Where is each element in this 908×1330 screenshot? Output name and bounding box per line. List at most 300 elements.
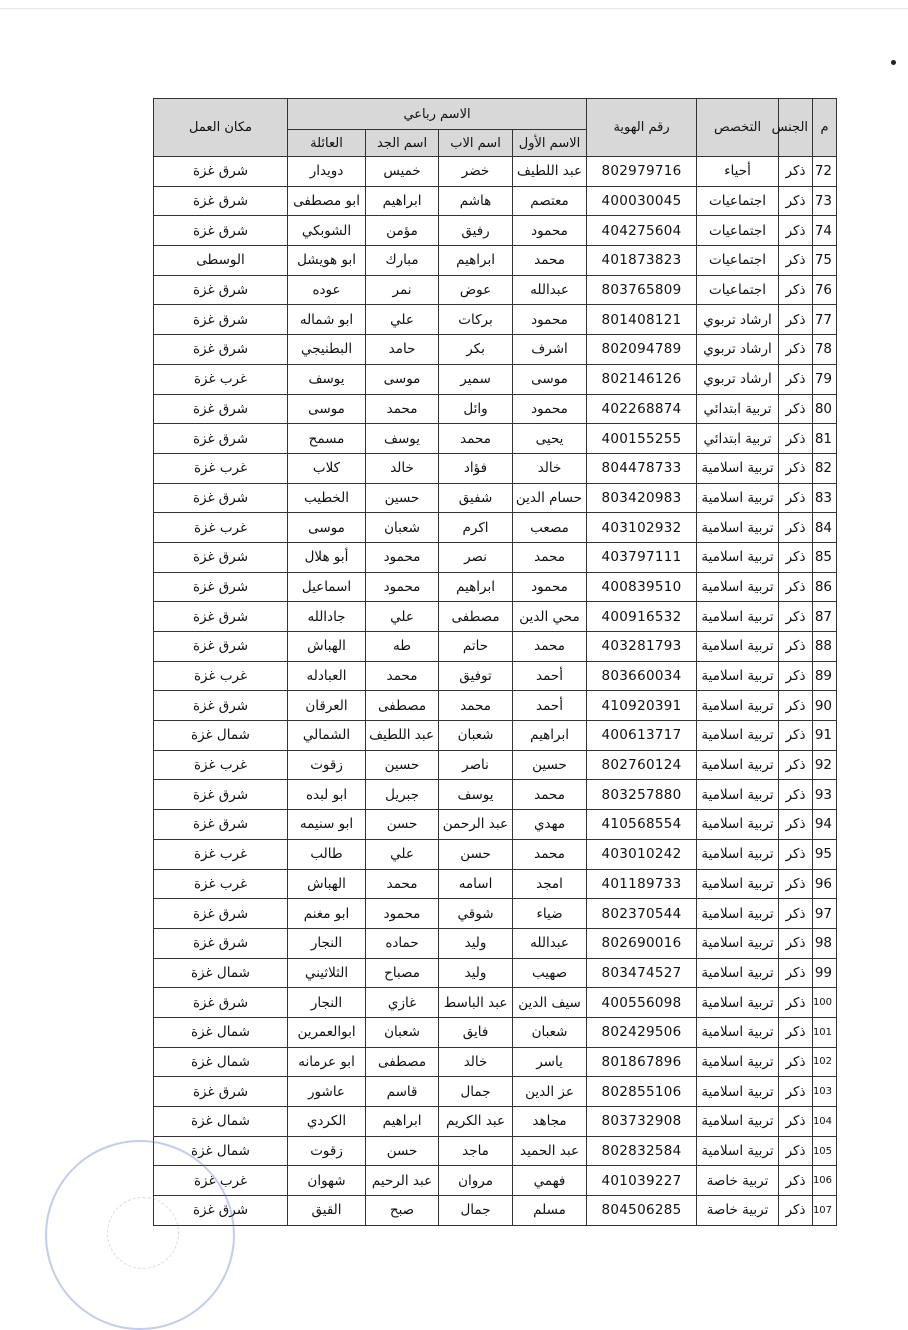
row-grandfather-name: محمود: [366, 572, 439, 602]
row-id-number: 803660034: [587, 661, 697, 691]
table-row: [154, 275, 837, 305]
row-gender: ذكر: [779, 1196, 813, 1226]
row-grandfather-name: محمود: [366, 542, 439, 572]
row-family: أبو هلال: [288, 542, 366, 572]
row-first-name: مهدي: [513, 810, 587, 840]
row-specialization: تربية ابتدائي: [697, 394, 779, 424]
header-id-number: رقم الهوية: [587, 99, 697, 157]
row-id-number: 802690016: [587, 928, 697, 958]
row-specialization: تربية اسلامية: [697, 1107, 779, 1137]
row-workplace: شرق غزة: [154, 542, 288, 572]
row-father-name: بركات: [439, 305, 513, 335]
row-first-name: عز الدين: [513, 1077, 587, 1107]
row-first-name: ضياء: [513, 899, 587, 929]
row-index: 88: [813, 632, 837, 662]
row-father-name: ابراهيم: [439, 246, 513, 276]
row-id-number: 803765809: [587, 275, 697, 305]
table-body: [154, 157, 837, 1226]
row-id-number: 410920391: [587, 691, 697, 721]
row-specialization: تربية اسلامية: [697, 691, 779, 721]
row-workplace: شرق غزة: [154, 572, 288, 602]
row-first-name: ابراهيم: [513, 721, 587, 751]
row-id-number: 403797111: [587, 542, 697, 572]
row-first-name: أحمد: [513, 661, 587, 691]
table-row: [154, 988, 837, 1018]
row-family: زقوت: [288, 750, 366, 780]
row-gender: ذكر: [779, 958, 813, 988]
row-family: ابو عرمانه: [288, 1047, 366, 1077]
row-gender: ذكر: [779, 572, 813, 602]
row-id-number: 802832584: [587, 1136, 697, 1166]
row-grandfather-name: عبد الرحيم: [366, 1166, 439, 1196]
row-id-number: 403010242: [587, 839, 697, 869]
row-index: 82: [813, 453, 837, 483]
row-index: 93: [813, 780, 837, 810]
row-gender: ذكر: [779, 186, 813, 216]
row-index: 80: [813, 394, 837, 424]
row-family: موسى: [288, 513, 366, 543]
row-gender: ذكر: [779, 1166, 813, 1196]
row-specialization: أحياء: [697, 157, 779, 187]
row-id-number: 803420983: [587, 483, 697, 513]
row-id-number: 410568554: [587, 810, 697, 840]
header-workplace: مكان العمل: [154, 99, 288, 157]
row-gender: ذكر: [779, 1077, 813, 1107]
header-index: م: [813, 99, 837, 157]
row-index: 95: [813, 839, 837, 869]
row-father-name: فؤاد: [439, 453, 513, 483]
row-specialization: تربية اسلامية: [697, 869, 779, 899]
row-grandfather-name: يوسف: [366, 424, 439, 454]
row-grandfather-name: عبد اللطيف: [366, 721, 439, 751]
row-index: 102: [813, 1047, 837, 1077]
row-first-name: خالد: [513, 453, 587, 483]
row-workplace: شرق غزة: [154, 335, 288, 365]
row-gender: ذكر: [779, 513, 813, 543]
table-row: [154, 394, 837, 424]
row-grandfather-name: جبريل: [366, 780, 439, 810]
table-row: [154, 661, 837, 691]
row-workplace: شرق غزة: [154, 157, 288, 187]
row-specialization: تربية ابتدائي: [697, 424, 779, 454]
row-family: يوسف: [288, 364, 366, 394]
row-specialization: تربية خاصة: [697, 1196, 779, 1226]
row-index: 86: [813, 572, 837, 602]
row-workplace: شمال غزة: [154, 1136, 288, 1166]
row-index: 89: [813, 661, 837, 691]
row-father-name: شعبان: [439, 721, 513, 751]
row-grandfather-name: قاسم: [366, 1077, 439, 1107]
row-father-name: عبد الكريم: [439, 1107, 513, 1137]
row-father-name: عبد الرحمن: [439, 810, 513, 840]
row-grandfather-name: حسن: [366, 1136, 439, 1166]
row-workplace: غرب غزة: [154, 750, 288, 780]
row-father-name: حاتم: [439, 632, 513, 662]
row-family: الشوبكي: [288, 216, 366, 246]
table-row: [154, 928, 837, 958]
row-index: 74: [813, 216, 837, 246]
row-gender: ذكر: [779, 1136, 813, 1166]
table-row: [154, 1047, 837, 1077]
row-first-name: محمود: [513, 394, 587, 424]
row-grandfather-name: حسين: [366, 483, 439, 513]
row-gender: ذكر: [779, 246, 813, 276]
row-first-name: موسى: [513, 364, 587, 394]
row-first-name: محمد: [513, 246, 587, 276]
row-id-number: 400556098: [587, 988, 697, 1018]
row-workplace: شرق غزة: [154, 899, 288, 929]
row-index: 79: [813, 364, 837, 394]
row-gender: ذكر: [779, 157, 813, 187]
row-specialization: تربية اسلامية: [697, 483, 779, 513]
row-gender: ذكر: [779, 453, 813, 483]
row-first-name: محمد: [513, 780, 587, 810]
row-index: 104: [813, 1107, 837, 1137]
ink-dot: [891, 60, 896, 65]
row-specialization: تربية اسلامية: [697, 572, 779, 602]
row-specialization: تربية اسلامية: [697, 1136, 779, 1166]
row-first-name: مجاهد: [513, 1107, 587, 1137]
row-id-number: 802760124: [587, 750, 697, 780]
row-workplace: شمال غزة: [154, 1047, 288, 1077]
row-gender: ذكر: [779, 335, 813, 365]
row-id-number: 802094789: [587, 335, 697, 365]
table-row: [154, 780, 837, 810]
row-first-name: مسلم: [513, 1196, 587, 1226]
row-grandfather-name: محمود: [366, 899, 439, 929]
row-family: زقوت: [288, 1136, 366, 1166]
row-father-name: فايق: [439, 1017, 513, 1047]
row-index: 90: [813, 691, 837, 721]
row-specialization: تربية اسلامية: [697, 750, 779, 780]
row-id-number: 803257880: [587, 780, 697, 810]
row-grandfather-name: مصباح: [366, 958, 439, 988]
row-index: 103: [813, 1077, 837, 1107]
row-first-name: محي الدين: [513, 602, 587, 632]
row-id-number: 401873823: [587, 246, 697, 276]
row-father-name: محمد: [439, 424, 513, 454]
table-row: [154, 1196, 837, 1226]
row-grandfather-name: حسن: [366, 810, 439, 840]
row-specialization: تربية اسلامية: [697, 988, 779, 1018]
row-id-number: 802429506: [587, 1017, 697, 1047]
table-row: [154, 839, 837, 869]
row-index: 99: [813, 958, 837, 988]
row-index: 73: [813, 186, 837, 216]
row-first-name: محمد: [513, 839, 587, 869]
table-row: [154, 632, 837, 662]
row-workplace: غرب غزة: [154, 1166, 288, 1196]
row-id-number: 400155255: [587, 424, 697, 454]
table-row: [154, 216, 837, 246]
row-father-name: جمال: [439, 1196, 513, 1226]
row-workplace: شرق غزة: [154, 483, 288, 513]
header-specialization: التخصص: [697, 99, 779, 157]
row-specialization: تربية اسلامية: [697, 810, 779, 840]
row-grandfather-name: مصطفى: [366, 691, 439, 721]
table-row: [154, 542, 837, 572]
row-gender: ذكر: [779, 1017, 813, 1047]
row-family: الشمالي: [288, 721, 366, 751]
row-family: العبادله: [288, 661, 366, 691]
row-father-name: اكرم: [439, 513, 513, 543]
row-index: 105: [813, 1136, 837, 1166]
row-id-number: 803732908: [587, 1107, 697, 1137]
table-row: [154, 721, 837, 751]
row-first-name: حسين: [513, 750, 587, 780]
row-specialization: تربية اسلامية: [697, 928, 779, 958]
row-grandfather-name: خالد: [366, 453, 439, 483]
row-specialization: تربية اسلامية: [697, 780, 779, 810]
row-father-name: بكر: [439, 335, 513, 365]
row-gender: ذكر: [779, 988, 813, 1018]
row-id-number: 400613717: [587, 721, 697, 751]
row-workplace: شمال غزة: [154, 721, 288, 751]
row-first-name: اشرف: [513, 335, 587, 365]
row-specialization: تربية اسلامية: [697, 661, 779, 691]
row-family: موسى: [288, 394, 366, 424]
table-row: [154, 157, 837, 187]
table-row: [154, 513, 837, 543]
row-specialization: ارشاد تربوي: [697, 305, 779, 335]
row-specialization: ارشاد تربوي: [697, 364, 779, 394]
row-gender: ذكر: [779, 305, 813, 335]
row-family: جادالله: [288, 602, 366, 632]
row-father-name: سمير: [439, 364, 513, 394]
row-gender: ذكر: [779, 424, 813, 454]
row-index: 85: [813, 542, 837, 572]
row-workplace: الوسطى: [154, 246, 288, 276]
row-father-name: شفيق: [439, 483, 513, 513]
row-father-name: توفيق: [439, 661, 513, 691]
header-father-name: اسم الاب: [439, 130, 513, 157]
header-gender: الجنس: [779, 99, 813, 157]
row-id-number: 801867896: [587, 1047, 697, 1077]
row-gender: ذكر: [779, 839, 813, 869]
row-grandfather-name: علي: [366, 602, 439, 632]
row-gender: ذكر: [779, 394, 813, 424]
row-first-name: شعبان: [513, 1017, 587, 1047]
row-specialization: تربية اسلامية: [697, 899, 779, 929]
row-first-name: صهيب: [513, 958, 587, 988]
page-top-edge: [0, 8, 908, 9]
row-family: الهباش: [288, 632, 366, 662]
row-gender: ذكر: [779, 1047, 813, 1077]
employee-table: [153, 98, 837, 1226]
row-family: الخطيب: [288, 483, 366, 513]
row-first-name: محمد: [513, 632, 587, 662]
table-row: [154, 810, 837, 840]
row-grandfather-name: مبارك: [366, 246, 439, 276]
row-family: ابو شماله: [288, 305, 366, 335]
row-grandfather-name: محمد: [366, 661, 439, 691]
row-gender: ذكر: [779, 602, 813, 632]
table-row: [154, 869, 837, 899]
row-index: 97: [813, 899, 837, 929]
row-gender: ذكر: [779, 542, 813, 572]
row-first-name: حسام الدين: [513, 483, 587, 513]
table-row: [154, 424, 837, 454]
row-workplace: غرب غزة: [154, 453, 288, 483]
header-family: العائلة: [288, 130, 366, 157]
row-first-name: ياسر: [513, 1047, 587, 1077]
row-gender: ذكر: [779, 721, 813, 751]
row-gender: ذكر: [779, 216, 813, 246]
row-family: ابو مصطفى: [288, 186, 366, 216]
table-row: [154, 186, 837, 216]
row-gender: ذكر: [779, 810, 813, 840]
row-specialization: اجتماعيات: [697, 186, 779, 216]
row-father-name: عبد الباسط: [439, 988, 513, 1018]
row-first-name: محمود: [513, 216, 587, 246]
table-row: [154, 691, 837, 721]
row-id-number: 401189733: [587, 869, 697, 899]
row-index: 100: [813, 988, 837, 1018]
row-id-number: 802146126: [587, 364, 697, 394]
row-id-number: 402268874: [587, 394, 697, 424]
row-gender: ذكر: [779, 899, 813, 929]
row-index: 84: [813, 513, 837, 543]
table-row: [154, 750, 837, 780]
row-specialization: تربية خاصة: [697, 1166, 779, 1196]
row-first-name: عبد الحميد: [513, 1136, 587, 1166]
table-row: [154, 1017, 837, 1047]
row-gender: ذكر: [779, 869, 813, 899]
row-grandfather-name: صبح: [366, 1196, 439, 1226]
table-row: [154, 335, 837, 365]
row-workplace: شرق غزة: [154, 602, 288, 632]
row-father-name: نصر: [439, 542, 513, 572]
table-row: [154, 572, 837, 602]
row-workplace: شرق غزة: [154, 186, 288, 216]
header-grandfather-name: اسم الجد: [366, 130, 439, 157]
row-workplace: غرب غزة: [154, 839, 288, 869]
row-father-name: رفيق: [439, 216, 513, 246]
row-family: البطنيجي: [288, 335, 366, 365]
row-index: 75: [813, 246, 837, 276]
row-specialization: تربية اسلامية: [697, 602, 779, 632]
row-father-name: حسن: [439, 839, 513, 869]
row-family: شهوان: [288, 1166, 366, 1196]
row-id-number: 403281793: [587, 632, 697, 662]
row-grandfather-name: حسين: [366, 750, 439, 780]
row-father-name: يوسف: [439, 780, 513, 810]
row-specialization: تربية اسلامية: [697, 1017, 779, 1047]
row-index: 87: [813, 602, 837, 632]
table-row: [154, 483, 837, 513]
row-family: ابوالعمرين: [288, 1017, 366, 1047]
row-first-name: عبدالله: [513, 275, 587, 305]
row-father-name: ماجد: [439, 1136, 513, 1166]
row-first-name: أحمد: [513, 691, 587, 721]
row-family: القيق: [288, 1196, 366, 1226]
table-row: [154, 246, 837, 276]
row-first-name: فهمي: [513, 1166, 587, 1196]
row-id-number: 802370544: [587, 899, 697, 929]
row-id-number: 804478733: [587, 453, 697, 483]
row-specialization: تربية اسلامية: [697, 632, 779, 662]
row-index: 106: [813, 1166, 837, 1196]
row-father-name: وليد: [439, 928, 513, 958]
table-row: [154, 364, 837, 394]
table-row: [154, 958, 837, 988]
row-father-name: ناصر: [439, 750, 513, 780]
row-grandfather-name: حامد: [366, 335, 439, 365]
row-family: ابو مغنم: [288, 899, 366, 929]
row-id-number: 801408121: [587, 305, 697, 335]
row-first-name: سيف الدين: [513, 988, 587, 1018]
row-grandfather-name: شعبان: [366, 513, 439, 543]
row-workplace: شرق غزة: [154, 275, 288, 305]
row-family: عوده: [288, 275, 366, 305]
table-row: [154, 305, 837, 335]
row-family: دويدار: [288, 157, 366, 187]
row-index: 77: [813, 305, 837, 335]
row-father-name: محمد: [439, 691, 513, 721]
row-first-name: معتصم: [513, 186, 587, 216]
row-family: العرقان: [288, 691, 366, 721]
row-grandfather-name: طه: [366, 632, 439, 662]
row-father-name: وليد: [439, 958, 513, 988]
row-grandfather-name: موسى: [366, 364, 439, 394]
row-workplace: شرق غزة: [154, 810, 288, 840]
row-workplace: شرق غزة: [154, 1077, 288, 1107]
row-workplace: غرب غزة: [154, 869, 288, 899]
row-gender: ذكر: [779, 750, 813, 780]
header-first-name: الاسم الأول: [513, 130, 587, 157]
row-family: ابو هويشل: [288, 246, 366, 276]
row-gender: ذكر: [779, 691, 813, 721]
row-id-number: 400030045: [587, 186, 697, 216]
row-workplace: شرق غزة: [154, 1196, 288, 1226]
row-grandfather-name: شعبان: [366, 1017, 439, 1047]
row-workplace: شرق غزة: [154, 394, 288, 424]
row-first-name: عبدالله: [513, 928, 587, 958]
row-family: ابو سنيمه: [288, 810, 366, 840]
row-id-number: 403102932: [587, 513, 697, 543]
row-first-name: محمود: [513, 572, 587, 602]
row-index: 98: [813, 928, 837, 958]
table-row: [154, 1136, 837, 1166]
row-family: مسمح: [288, 424, 366, 454]
row-workplace: شرق غزة: [154, 424, 288, 454]
row-gender: ذكر: [779, 1107, 813, 1137]
row-grandfather-name: خميس: [366, 157, 439, 187]
row-id-number: 804506285: [587, 1196, 697, 1226]
row-gender: ذكر: [779, 275, 813, 305]
row-specialization: اجتماعيات: [697, 216, 779, 246]
row-family: عاشور: [288, 1077, 366, 1107]
row-father-name: وائل: [439, 394, 513, 424]
table-row: [154, 1107, 837, 1137]
row-grandfather-name: علي: [366, 839, 439, 869]
row-father-name: خضر: [439, 157, 513, 187]
row-specialization: تربية اسلامية: [697, 453, 779, 483]
row-index: 81: [813, 424, 837, 454]
row-gender: ذكر: [779, 928, 813, 958]
table-row: [154, 602, 837, 632]
row-index: 101: [813, 1017, 837, 1047]
row-grandfather-name: غازي: [366, 988, 439, 1018]
row-father-name: مروان: [439, 1166, 513, 1196]
row-father-name: شوقي: [439, 899, 513, 929]
row-grandfather-name: محمد: [366, 869, 439, 899]
row-specialization: تربية اسلامية: [697, 721, 779, 751]
row-specialization: ارشاد تربوي: [697, 335, 779, 365]
row-gender: ذكر: [779, 661, 813, 691]
row-grandfather-name: نمر: [366, 275, 439, 305]
row-first-name: محمد: [513, 542, 587, 572]
